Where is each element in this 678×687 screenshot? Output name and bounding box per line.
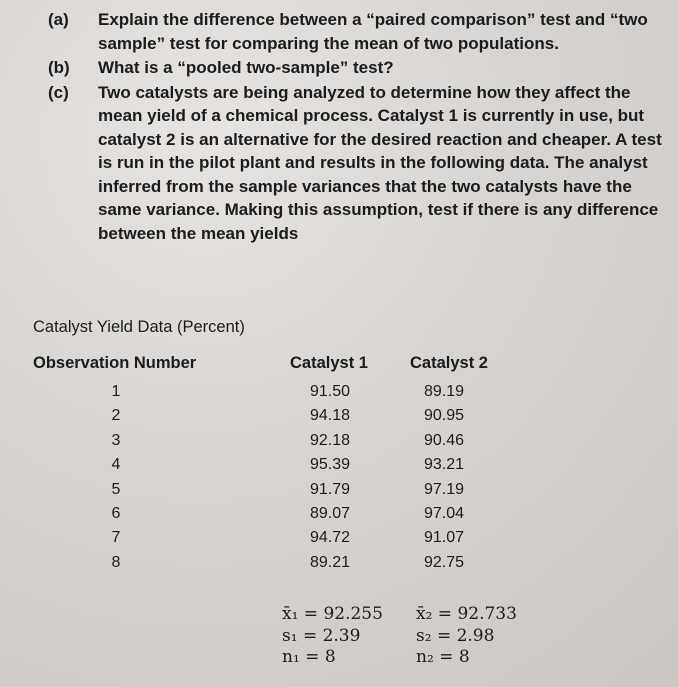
stat-sample-size: n₂ = 8 [416, 647, 470, 667]
table-cell: 91.07 [424, 529, 465, 547]
question-text: What is a “pooled two-sample” test? [98, 58, 394, 77]
stat-std-dev: s₁ = 2.39 [282, 625, 361, 646]
table-cell: 97.04 [424, 505, 465, 523]
table-cell: 91.50 [310, 383, 351, 400]
table-cell: 91.79 [310, 480, 351, 498]
question-label: (c) [48, 82, 69, 102]
table-cell: 95.39 [310, 456, 351, 474]
table-cell: 5 [111, 480, 121, 498]
table-cell: 94.18 [310, 407, 351, 425]
stat-mean: x̄₁ = 92.255 [282, 604, 383, 624]
table-cell: 7 [111, 529, 121, 547]
table-cell: 89.07 [310, 505, 351, 523]
table-cell: 4 [111, 456, 121, 474]
header-catalyst-1: Catalyst 1 [290, 354, 368, 372]
table-cell: 2 [111, 407, 121, 425]
table-cell: 90.46 [424, 431, 465, 449]
table-cell: 92.75 [424, 553, 465, 571]
table-cell: 92.18 [310, 431, 351, 449]
catalyst-2-column [424, 380, 464, 575]
stat-mean: x̄₂ = 92.733 [416, 604, 517, 624]
header-catalyst-2: Catalyst 2 [410, 354, 488, 372]
table-cell: 89.21 [310, 553, 351, 571]
table-cell: 90.95 [424, 407, 465, 425]
table-cell: 8 [111, 553, 121, 571]
table-title: Catalyst Yield Data (Percent) [33, 318, 245, 336]
question-label: (b) [48, 58, 70, 77]
table-cell: 1 [111, 383, 121, 400]
table-cell: 97.19 [424, 480, 465, 498]
table-cell: 93.21 [424, 456, 465, 474]
stat-std-dev: s₂ = 2.98 [416, 625, 495, 646]
observation-column [104, 380, 128, 575]
question-c [48, 81, 668, 246]
question-b [48, 56, 668, 80]
table-cell: 3 [111, 431, 121, 449]
table-cell: 89.19 [424, 383, 465, 400]
catalyst-2-stats [416, 604, 517, 669]
question-text: Explain the difference between a “paired comparison” test and “two sample” test for comparing the mean of two populations. [98, 10, 648, 53]
header-observation-number: Observation Number [33, 354, 197, 372]
catalyst-1-stats [282, 604, 383, 669]
question-label: (a) [48, 10, 69, 29]
question-a [48, 8, 668, 55]
question-text: Two catalysts are being analyzed to determine how they affect the mean yield of a chemical process. Catalyst 1 is currently in use, but catalyst 2 is an alternative for the desired reaction and cheaper. A test is run in the pilot plant and results in the following data. The analyst inferred from the sample variances that the two catalysts have the same variance. Making this assumption, test if there is any difference between the mean yields [98, 82, 662, 243]
table-cell: 6 [111, 505, 121, 523]
table-cell: 94.72 [310, 529, 351, 547]
stat-sample-size: n₁ = 8 [282, 647, 336, 667]
catalyst-1-column [310, 380, 350, 575]
question-list [48, 8, 668, 246]
